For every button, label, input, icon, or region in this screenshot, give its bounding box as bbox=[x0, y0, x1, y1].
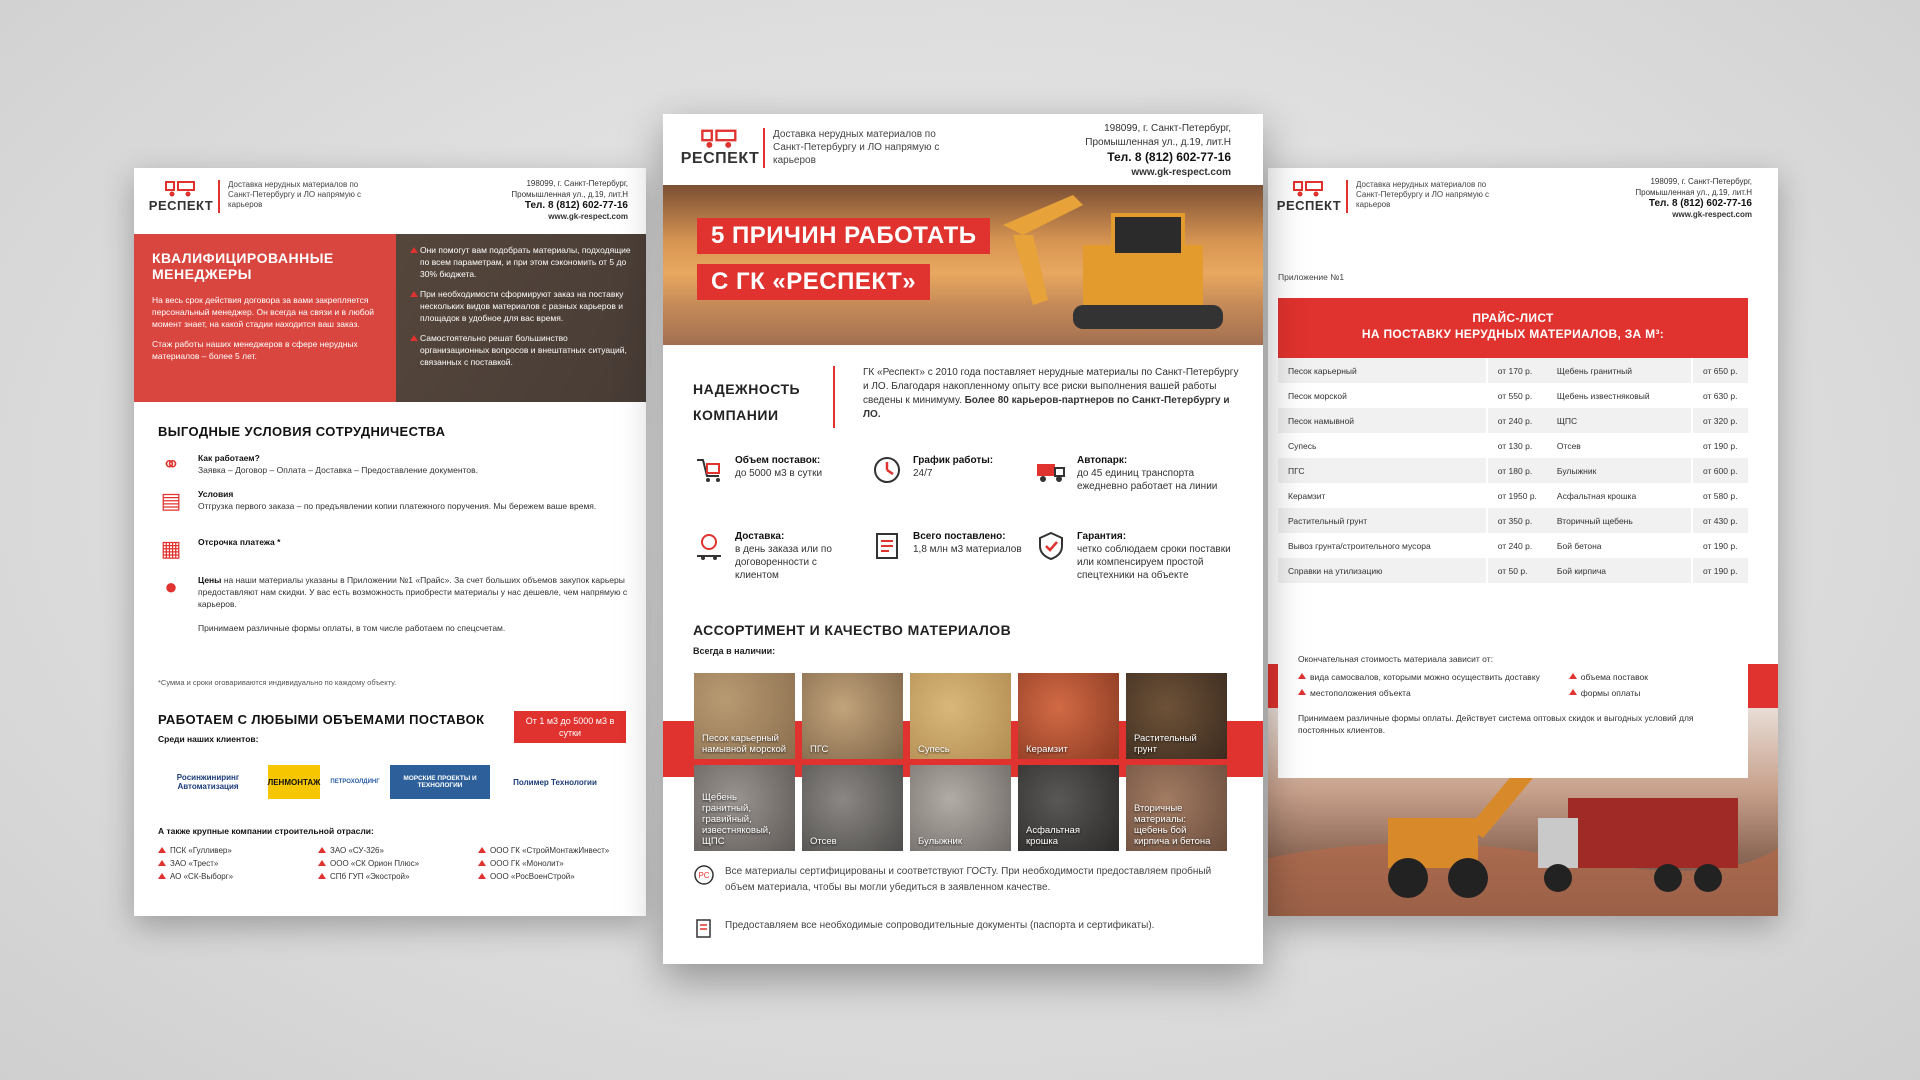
price-row bbox=[1278, 558, 1748, 583]
price-value: от 190 р. bbox=[1692, 533, 1748, 558]
always-available: Всегда в наличии: bbox=[693, 646, 776, 656]
price-value: от 240 р. bbox=[1487, 533, 1547, 558]
price-value: от 240 р. bbox=[1487, 408, 1547, 433]
price-value: от 1950 р. bbox=[1487, 483, 1547, 508]
material-name: Вывоз грунта/строительного мусора bbox=[1288, 540, 1431, 551]
feature-schedule bbox=[871, 454, 1041, 486]
cert-text: Все материалы сертифицированы и соответствуют ГОСТу. При необходимости предоставляем пробный объем материала, чтобы вы могли убедиться в заявленном качестве. bbox=[725, 866, 1212, 893]
client-logo: МОРСКИЕ ПРОЕКТЫ И ТЕХНОЛОГИИ bbox=[390, 765, 490, 799]
bullet-item: При необходимости сформируют заказ на поставку нескольких видов материалов с разных карьеров и площадок в удобное для вас время. bbox=[410, 288, 632, 324]
cost-factors-box bbox=[1278, 630, 1748, 778]
truck-logo-icon bbox=[164, 180, 198, 198]
lightbulb-icon: ● bbox=[164, 574, 178, 599]
contact-block bbox=[1085, 122, 1231, 180]
hero-title-line2: С ГК «РЕСПЕКТ» bbox=[697, 264, 930, 300]
how-text: Заявка – Договор – Оплата – Доставка – Предоставление документов. bbox=[198, 465, 478, 475]
tagline: Доставка нерудных материалов по Санкт-Петербургу и ЛО напрямую с карьеров bbox=[228, 180, 362, 209]
svg-text:PC: PC bbox=[698, 871, 710, 880]
material-name: Растительный грунт bbox=[1278, 508, 1487, 533]
excavator-illustration bbox=[1003, 195, 1233, 335]
bullet-item: Самостоятельно решат большинство организационных вопросов и внештатных ситуаций, связанных с поставкой. bbox=[410, 332, 632, 368]
companies-list bbox=[158, 846, 628, 881]
brand-logo bbox=[680, 128, 760, 168]
phone: Тел. 8 (812) 602-77-16 bbox=[1648, 198, 1752, 209]
client-logo: ЛЕНМОНТАЖ bbox=[268, 765, 320, 799]
page-header bbox=[680, 128, 953, 168]
factor-item: вида самосвалов, которыми можно осуществить доставку bbox=[1298, 672, 1569, 682]
feature-text: 24/7 bbox=[913, 468, 933, 479]
phone: Тел. 8 (812) 602-77-16 bbox=[1107, 150, 1231, 164]
company-item: ПСК «Гулливер» bbox=[158, 846, 308, 855]
material-tile: Песок карьерный намывной морской bbox=[694, 673, 795, 759]
document-icon bbox=[693, 918, 715, 940]
contact-block bbox=[511, 178, 628, 222]
price-value: от 50 р. bbox=[1487, 558, 1547, 583]
handshake-icon: ⚭ bbox=[161, 452, 181, 477]
price-value: от 320 р. bbox=[1692, 408, 1748, 433]
material-tile: Асфальтная крошка bbox=[1018, 765, 1119, 851]
logo-text: РЕСПЕКТ bbox=[1276, 198, 1342, 213]
reliability-title bbox=[693, 376, 800, 428]
reliability-divider bbox=[833, 366, 835, 428]
document-list-icon bbox=[871, 530, 903, 562]
material-name: ЩПС bbox=[1547, 408, 1692, 433]
material-tile: Вторичные материалы: щебень бой кирпича и бетона bbox=[1126, 765, 1227, 851]
feature-delivery bbox=[693, 530, 863, 582]
header-divider bbox=[218, 180, 220, 213]
reliability-body: ГК «Респект» с 2010 года поставляет нерудные материалы по Санкт-Петербургу и ЛО. Благодаря накопленному опыту все риски выполнения вашей работы сведены к минимуму. bbox=[863, 367, 1239, 406]
price-row bbox=[1278, 358, 1748, 383]
material-name: Керамзит bbox=[1288, 490, 1326, 501]
price-value: от 350 р. bbox=[1487, 508, 1547, 533]
final-cost-title: Окончательная стоимость материала зависит от: bbox=[1298, 654, 1493, 664]
bullet-item: Они помогут вам подобрать материалы, подходящие по всем параметрам, и при этом сэкономить от 5 до 30% бюджета. bbox=[410, 244, 632, 280]
material-name: Справки на утилизацию bbox=[1278, 558, 1487, 583]
price-value: от 650 р. bbox=[1692, 358, 1748, 383]
company-item: ООО «РосВоенСтрой» bbox=[478, 872, 628, 881]
reliability-title-line2: КОМПАНИИ bbox=[693, 407, 779, 423]
material-name: Песок карьерный bbox=[1278, 358, 1487, 383]
price-value: от 190 р. bbox=[1692, 433, 1748, 458]
price-row bbox=[1278, 483, 1748, 508]
company-item: ЗАО «СУ-326» bbox=[318, 846, 468, 855]
hero-title-line1: 5 ПРИЧИН РАБОТАТЬ bbox=[697, 218, 990, 254]
price-header bbox=[1278, 298, 1748, 358]
how-we-work bbox=[158, 452, 628, 478]
address-line1: 198099, г. Санкт-Петербург, bbox=[526, 179, 628, 188]
client-logo: ПЕТРОХОЛДИНГ bbox=[330, 779, 380, 785]
reliability-title-line1: НАДЕЖНОСТЬ bbox=[693, 381, 801, 397]
price-row bbox=[1278, 458, 1748, 483]
price-row bbox=[1278, 408, 1748, 433]
gost-icon bbox=[693, 864, 715, 886]
clipboard-icon: ▤ bbox=[160, 488, 182, 513]
price-table bbox=[1278, 358, 1748, 583]
left-page bbox=[134, 168, 646, 916]
material-name: ПГС bbox=[1278, 458, 1487, 483]
feature-text: в день заказа или по договоренности с клиентом bbox=[735, 544, 832, 581]
address-line1: 198099, г. Санкт-Петербург, bbox=[1104, 123, 1231, 134]
calendar-icon: ▦ bbox=[160, 536, 182, 561]
material-name: Асфальтная крошка bbox=[1556, 490, 1637, 501]
company-item: СПб ГУП «Экострой» bbox=[318, 872, 468, 881]
company-item: ООО ГК «СтройМонтажИнвест» bbox=[478, 846, 628, 855]
prices-info bbox=[158, 574, 628, 634]
feature-text: до 45 единиц транспорта ежедневно работает на линии bbox=[1077, 468, 1218, 492]
truck-logo-icon bbox=[1292, 180, 1326, 198]
price-row bbox=[1278, 533, 1748, 558]
factor-item: формы оплаты bbox=[1569, 688, 1728, 698]
material-name: Щебень известняковый bbox=[1556, 390, 1650, 401]
feature-title: Автопарк: bbox=[1077, 455, 1128, 466]
factor-item: местоположения объекта bbox=[1298, 688, 1569, 698]
payment-text: Принимаем различные формы оплаты. Действует система оптовых скидок и выгодных условий для постоянных клиентов. bbox=[1298, 713, 1694, 735]
docs-text: Предоставляем все необходимые сопроводительные документы (паспорта и сертификаты). bbox=[725, 920, 1155, 931]
footnote: *Сумма и сроки оговариваются индивидуально по каждому объекту. bbox=[158, 678, 397, 687]
price-value: от 170 р. bbox=[1487, 358, 1547, 383]
factor-item: объема поставок bbox=[1569, 672, 1728, 682]
price-value: от 180 р. bbox=[1487, 458, 1547, 483]
feature-total bbox=[871, 530, 1041, 562]
managers-panel bbox=[134, 234, 396, 402]
prices-bold: Цены bbox=[198, 575, 222, 585]
price-value: от 580 р. bbox=[1692, 483, 1748, 508]
price-value: от 130 р. bbox=[1487, 433, 1547, 458]
client-logo: Росинжиниринг Автоматизация bbox=[176, 773, 240, 791]
contact-block bbox=[1635, 176, 1752, 220]
feature-text: четко соблюдаем сроки поставки или компенсируем простой спецтехники на объекте bbox=[1077, 544, 1231, 581]
company-item: ООО ГК «Монолит» bbox=[478, 859, 628, 868]
logo-text: РЕСПЕКТ bbox=[148, 198, 214, 213]
feature-title: График работы: bbox=[913, 455, 994, 466]
terms-title: ВЫГОДНЫЕ УСЛОВИЯ СОТРУДНИЧЕСТВА bbox=[158, 424, 446, 439]
price-title: ПРАЙС-ЛИСТ bbox=[1472, 311, 1554, 325]
logo-text: РЕСПЕКТ bbox=[680, 150, 760, 167]
header-divider bbox=[763, 128, 765, 168]
price-value: от 190 р. bbox=[1692, 558, 1748, 583]
brand-logo bbox=[148, 180, 214, 213]
appendix-label: Приложение №1 bbox=[1278, 272, 1345, 282]
company-item: АО «СК-Выборг» bbox=[158, 872, 308, 881]
material-tile: Супесь bbox=[910, 673, 1011, 759]
feature-guarantee bbox=[1035, 530, 1235, 582]
material-tile: Щебень гранитный, гравийный, известняковый, ЩПС bbox=[694, 765, 795, 851]
material-tile: Растительный грунт bbox=[1126, 673, 1227, 759]
material-tile: Керамзит bbox=[1018, 673, 1119, 759]
address-line2: Промышленная ул., д.19, лит.Н bbox=[511, 190, 628, 199]
managers-text: На весь срок действия договора за вами закрепляется персональный менеджер. Он всегда на связи и в любой момент знает, на какой стадии находится ваш заказ. bbox=[152, 295, 375, 329]
clients-logos bbox=[158, 762, 628, 802]
feature-title: Доставка: bbox=[735, 531, 785, 542]
also-title: А также крупные компании строительной отрасли: bbox=[158, 826, 374, 836]
material-name: Супесь bbox=[1288, 440, 1317, 451]
price-subtitle: НА ПОСТАВКУ НЕРУДНЫХ МАТЕРИАЛОВ, ЗА М³: bbox=[1361, 327, 1665, 341]
price-value: от 430 р. bbox=[1692, 508, 1748, 533]
certification-note bbox=[693, 864, 1238, 896]
feature-text: до 5000 м3 в сутки bbox=[735, 468, 823, 479]
brand-logo bbox=[1276, 180, 1342, 213]
page-header bbox=[1276, 180, 1506, 213]
feature-title: Гарантия: bbox=[1077, 531, 1127, 542]
website-link[interactable]: www.gk-respect.com bbox=[1131, 167, 1231, 178]
price-row bbox=[1278, 508, 1748, 533]
material-name: Песок морской bbox=[1288, 390, 1347, 401]
documents-note bbox=[693, 918, 1238, 940]
center-page bbox=[663, 114, 1263, 964]
material-name: Щебень гранитный bbox=[1547, 358, 1692, 383]
material-name: Песок намывной bbox=[1278, 408, 1487, 433]
price-value: от 600 р. bbox=[1692, 458, 1748, 483]
cart-icon bbox=[693, 454, 725, 486]
price-value: от 550 р. bbox=[1487, 383, 1547, 408]
managers-title: КВАЛИФИЦИРОВАННЫЕ МЕНЕДЖЕРЫ bbox=[152, 250, 334, 282]
assortment-title: АССОРТИМЕНТ И КАЧЕСТВО МАТЕРИАЛОВ bbox=[693, 622, 1012, 638]
managers-bullets bbox=[396, 234, 646, 402]
feature-title: Всего поставлено: bbox=[913, 531, 1006, 542]
factors-list bbox=[1298, 672, 1728, 698]
reliability-text bbox=[863, 366, 1243, 422]
address-line2: Промышленная ул., д.19, лит.Н bbox=[1635, 188, 1752, 197]
deferral-text: Отсрочка платежа * bbox=[198, 537, 281, 547]
material-tile: Отсев bbox=[802, 765, 903, 851]
feature-volume bbox=[693, 454, 863, 486]
clients-title: Среди наших клиентов: bbox=[158, 734, 259, 744]
material-name: Булыжник bbox=[1547, 458, 1692, 483]
payment-text: Принимаем различные формы оплаты, в том числе работаем по спецсчетам. bbox=[198, 623, 506, 633]
material-name: Вторичный щебень bbox=[1547, 508, 1692, 533]
tagline: Доставка нерудных материалов по Санкт-Петербургу и ЛО напрямую с карьеров bbox=[1356, 180, 1490, 209]
cond-title: Условия bbox=[198, 489, 234, 499]
deferral bbox=[158, 536, 628, 562]
website-link[interactable]: www.gk-respect.com bbox=[1672, 210, 1752, 219]
volumes-badge: От 1 м3 до 5000 м3 в сутки bbox=[514, 711, 626, 743]
tagline: Доставка нерудных материалов по Санкт-Петербургу и ЛО напрямую с карьеров bbox=[773, 129, 940, 166]
shield-icon bbox=[1035, 530, 1067, 562]
page-header bbox=[148, 180, 378, 213]
price-row bbox=[1278, 433, 1748, 458]
price-row bbox=[1278, 383, 1748, 408]
reliability-bold: Более 80 карьеров-партнеров по Санкт-Петербургу и ЛО. bbox=[863, 395, 1230, 420]
clock-icon bbox=[871, 454, 903, 486]
company-item: ЗАО «Трест» bbox=[158, 859, 308, 868]
material-name: Бой кирпича bbox=[1547, 558, 1692, 583]
cond-text: Отгрузка первого заказа – по предъявлении копии платежного поручения. Мы бережем ваше время. bbox=[198, 501, 597, 511]
client-logo: Полимер Технологии bbox=[513, 777, 597, 787]
material-tile: Булыжник bbox=[910, 765, 1011, 851]
address-line1: 198099, г. Санкт-Петербург, bbox=[1650, 177, 1752, 186]
material-name: Отсев bbox=[1556, 440, 1581, 451]
conditions bbox=[158, 488, 628, 514]
how-title: Как работаем? bbox=[198, 453, 260, 463]
right-page bbox=[1268, 168, 1778, 916]
address-line2: Промышленная ул., д.19, лит.Н bbox=[1085, 137, 1231, 148]
header-divider bbox=[1346, 180, 1348, 213]
truck-logo-icon bbox=[700, 128, 740, 150]
delivery-cart-icon bbox=[693, 530, 725, 562]
phone: Тел. 8 (812) 602-77-16 bbox=[524, 200, 628, 211]
website-link[interactable]: www.gk-respect.com bbox=[548, 212, 628, 221]
volumes-title: РАБОТАЕМ С ЛЮБЫМИ ОБЪЕМАМИ ПОСТАВОК bbox=[158, 712, 485, 727]
managers-experience: Стаж работы наших менеджеров в сфере нерудных материалов – более 5 лет. bbox=[152, 339, 358, 361]
prices-text: на наши материалы указаны в Приложении №1 «Прайс». За счет больших объемов закупок карьеры предоставляют нам скидки. У вас есть возможность приобрести материалы у нас дешевле, чем напрямую с карьеров. bbox=[198, 575, 628, 609]
material-tile: ПГС bbox=[802, 673, 903, 759]
material-name: Бой бетона bbox=[1556, 540, 1602, 551]
truck-icon bbox=[1035, 454, 1067, 486]
feature-title: Объем поставок: bbox=[735, 455, 821, 466]
feature-text: 1,8 млн м3 материалов bbox=[913, 544, 1022, 555]
feature-fleet bbox=[1035, 454, 1235, 493]
price-value: от 630 р. bbox=[1692, 383, 1748, 408]
company-item: ООО «СК Орион Плюс» bbox=[318, 859, 468, 868]
